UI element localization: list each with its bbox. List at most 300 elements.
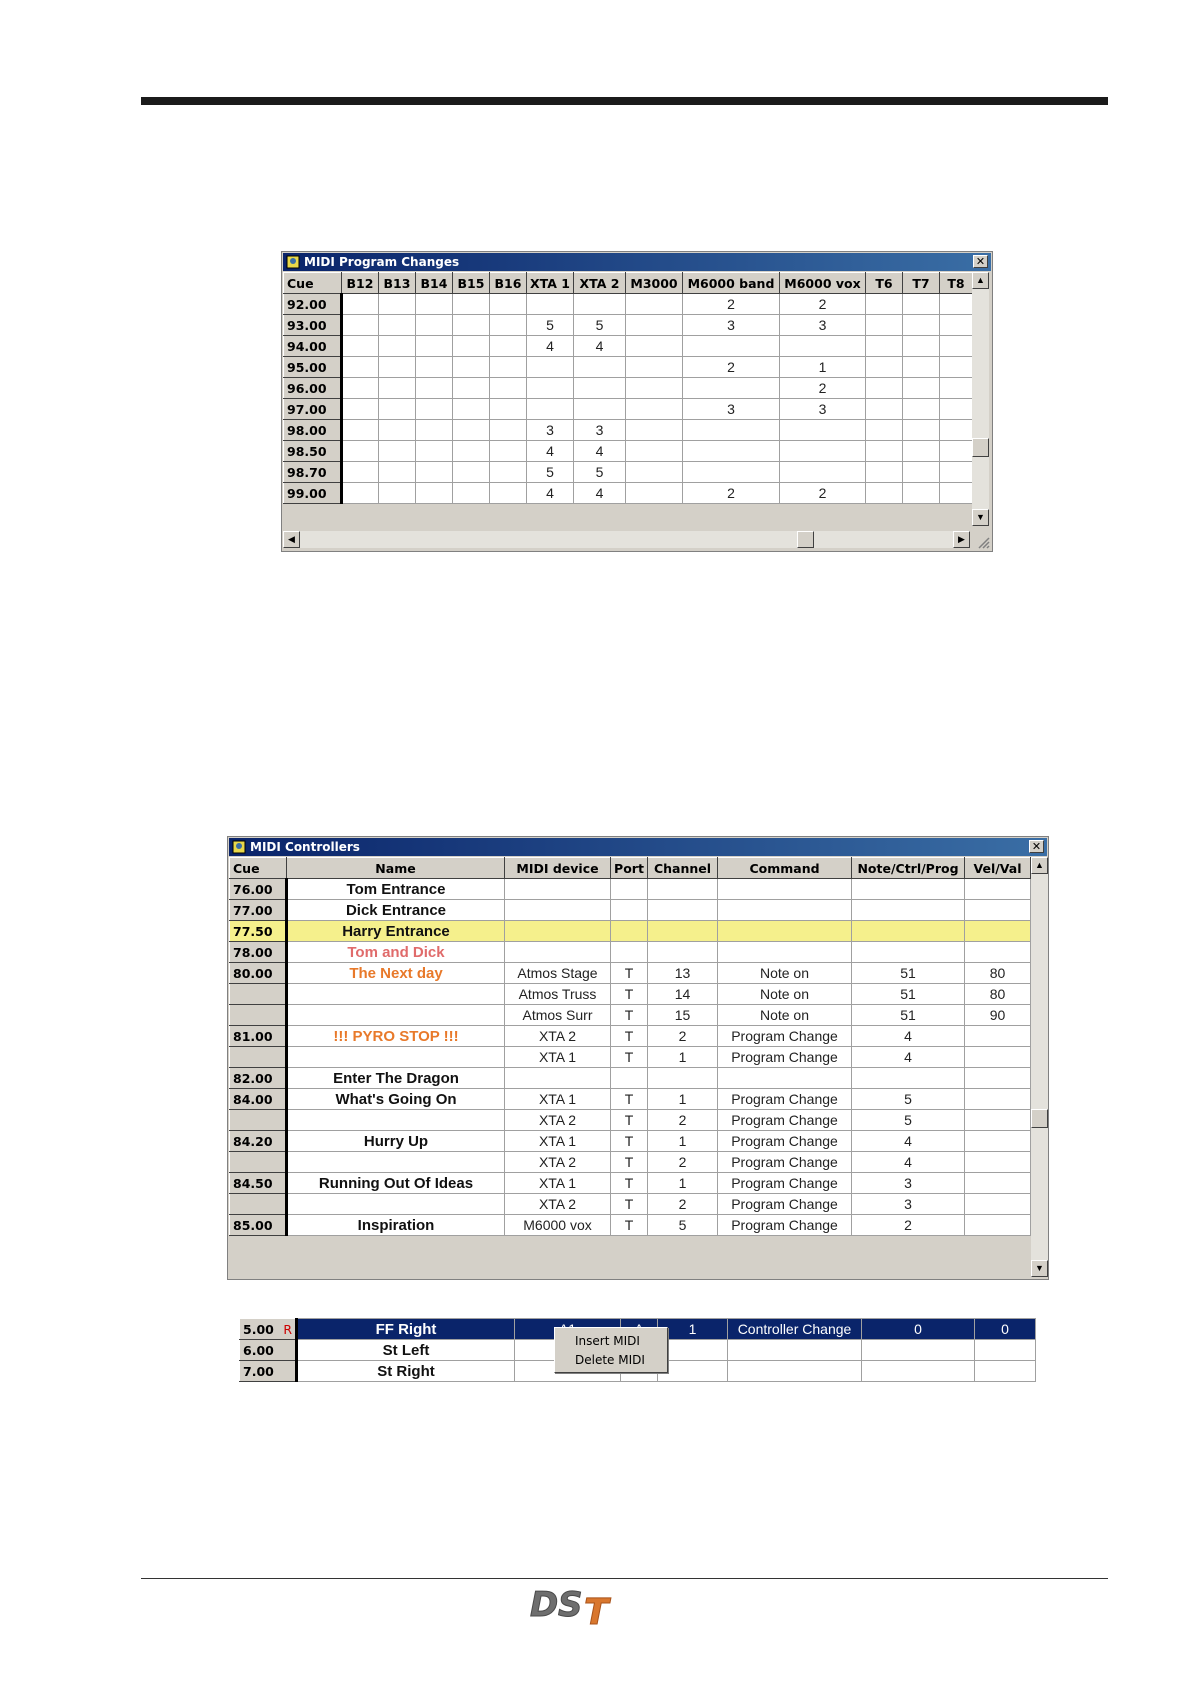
- channel-cell[interactable]: 2: [648, 1194, 718, 1215]
- value-cell[interactable]: [626, 483, 683, 504]
- column-header-note-ctrl-prog[interactable]: Note/Ctrl/Prog: [852, 858, 965, 879]
- value-cell[interactable]: [490, 294, 527, 315]
- scroll-right-icon[interactable]: ▶: [953, 531, 970, 548]
- column-header-b15[interactable]: B15: [453, 273, 490, 294]
- value-cell[interactable]: 2: [780, 378, 866, 399]
- device-cell[interactable]: XTA 1: [505, 1047, 611, 1068]
- port-cell[interactable]: T: [611, 1152, 648, 1173]
- cue-cell[interactable]: [240, 1319, 297, 1340]
- port-cell[interactable]: [611, 921, 648, 942]
- column-header-m6000-band[interactable]: M6000 band: [683, 273, 780, 294]
- value-cell[interactable]: [342, 357, 379, 378]
- command-cell[interactable]: Program Change: [718, 1215, 852, 1236]
- value-cell[interactable]: [903, 441, 940, 462]
- cue-cell[interactable]: 85.00: [230, 1215, 287, 1236]
- name-cell[interactable]: [287, 1152, 505, 1173]
- command-cell[interactable]: Program Change: [718, 1089, 852, 1110]
- scroll-up-icon[interactable]: ▲: [972, 272, 989, 289]
- value-cell[interactable]: 4: [527, 336, 574, 357]
- device-cell[interactable]: [505, 1068, 611, 1089]
- value-cell[interactable]: [626, 294, 683, 315]
- cue-cell[interactable]: [230, 1005, 287, 1026]
- table-row[interactable]: [230, 1047, 1031, 1068]
- channel-cell[interactable]: 13: [648, 963, 718, 984]
- channel-cell[interactable]: [648, 942, 718, 963]
- cue-cell[interactable]: 97.00: [284, 399, 342, 420]
- device-cell[interactable]: M6000 vox: [505, 1215, 611, 1236]
- cue-cell[interactable]: 84.50: [230, 1173, 287, 1194]
- name-cell[interactable]: St Right: [297, 1361, 515, 1382]
- value-cell[interactable]: [866, 294, 903, 315]
- device-cell[interactable]: [505, 921, 611, 942]
- table-row[interactable]: [230, 1215, 1031, 1236]
- vel-cell[interactable]: [965, 1131, 1031, 1152]
- table-row[interactable]: [230, 900, 1031, 921]
- command-cell[interactable]: Note on: [718, 1005, 852, 1026]
- note-cell[interactable]: 0: [862, 1319, 975, 1340]
- value-cell[interactable]: [379, 420, 416, 441]
- cue-cell[interactable]: 98.70: [284, 462, 342, 483]
- value-cell[interactable]: [379, 294, 416, 315]
- table-row[interactable]: [284, 399, 973, 420]
- table-row[interactable]: [230, 1194, 1031, 1215]
- cue-cell[interactable]: [230, 1047, 287, 1068]
- value-cell[interactable]: [379, 441, 416, 462]
- scroll-left-icon[interactable]: ◀: [283, 531, 300, 548]
- value-cell[interactable]: [342, 315, 379, 336]
- cue-cell[interactable]: [230, 1110, 287, 1131]
- cue-cell[interactable]: 98.00: [284, 420, 342, 441]
- channel-cell[interactable]: 14: [648, 984, 718, 1005]
- vel-cell[interactable]: [965, 1089, 1031, 1110]
- channel-cell[interactable]: 1: [648, 1131, 718, 1152]
- port-cell[interactable]: T: [611, 1110, 648, 1131]
- value-cell[interactable]: [416, 378, 453, 399]
- value-cell[interactable]: 3: [574, 420, 626, 441]
- name-cell[interactable]: [287, 984, 505, 1005]
- value-cell[interactable]: [626, 462, 683, 483]
- table-row[interactable]: [284, 315, 973, 336]
- note-cell[interactable]: [852, 1068, 965, 1089]
- value-cell[interactable]: 4: [574, 441, 626, 462]
- value-cell[interactable]: [342, 399, 379, 420]
- device-cell[interactable]: XTA 2: [505, 1152, 611, 1173]
- channel-cell[interactable]: 2: [648, 1026, 718, 1047]
- value-cell[interactable]: [342, 462, 379, 483]
- cue-cell[interactable]: 93.00: [284, 315, 342, 336]
- vel-cell[interactable]: [965, 921, 1031, 942]
- value-cell[interactable]: 3: [683, 399, 780, 420]
- column-header-b14[interactable]: B14: [416, 273, 453, 294]
- value-cell[interactable]: [903, 462, 940, 483]
- value-cell[interactable]: [342, 483, 379, 504]
- value-cell[interactable]: [780, 336, 866, 357]
- value-cell[interactable]: [379, 462, 416, 483]
- value-cell[interactable]: [379, 378, 416, 399]
- device-cell[interactable]: Atmos Surr: [505, 1005, 611, 1026]
- name-cell[interactable]: Harry Entrance: [287, 921, 505, 942]
- value-cell[interactable]: [342, 378, 379, 399]
- value-cell[interactable]: [416, 441, 453, 462]
- note-cell[interactable]: 51: [852, 963, 965, 984]
- name-cell[interactable]: Inspiration: [287, 1215, 505, 1236]
- column-header-name[interactable]: Name: [287, 858, 505, 879]
- value-cell[interactable]: 5: [527, 315, 574, 336]
- device-cell[interactable]: [505, 900, 611, 921]
- value-cell[interactable]: [342, 336, 379, 357]
- value-cell[interactable]: [866, 420, 903, 441]
- value-cell[interactable]: 4: [527, 483, 574, 504]
- command-cell[interactable]: [728, 1361, 862, 1382]
- cue-cell[interactable]: 76.00: [230, 879, 287, 900]
- value-cell[interactable]: [940, 483, 973, 504]
- value-cell[interactable]: [490, 483, 527, 504]
- command-cell[interactable]: Program Change: [718, 1026, 852, 1047]
- column-header-t6[interactable]: T6: [866, 273, 903, 294]
- vel-cell[interactable]: [965, 1152, 1031, 1173]
- device-cell[interactable]: XTA 2: [505, 1110, 611, 1131]
- value-cell[interactable]: [903, 483, 940, 504]
- value-cell[interactable]: 2: [780, 294, 866, 315]
- cue-cell[interactable]: 82.00: [230, 1068, 287, 1089]
- value-cell[interactable]: 3: [780, 315, 866, 336]
- column-header-xta-2[interactable]: XTA 2: [574, 273, 626, 294]
- table-row[interactable]: [284, 336, 973, 357]
- name-cell[interactable]: Running Out Of Ideas: [287, 1173, 505, 1194]
- value-cell[interactable]: [626, 357, 683, 378]
- table-row[interactable]: [284, 378, 973, 399]
- vertical-scrollbar[interactable]: [972, 272, 989, 526]
- value-cell[interactable]: [416, 399, 453, 420]
- port-cell[interactable]: T: [611, 1089, 648, 1110]
- vertical-scrollbar[interactable]: [1031, 857, 1048, 1277]
- value-cell[interactable]: [866, 483, 903, 504]
- table-row[interactable]: [230, 1068, 1031, 1089]
- scroll-down-icon[interactable]: ▼: [972, 509, 989, 526]
- note-cell[interactable]: [852, 879, 965, 900]
- value-cell[interactable]: [379, 483, 416, 504]
- note-cell[interactable]: 3: [852, 1173, 965, 1194]
- channel-cell[interactable]: 2: [648, 1152, 718, 1173]
- vel-cell[interactable]: 90: [965, 1005, 1031, 1026]
- vel-cell[interactable]: [965, 1194, 1031, 1215]
- channel-cell[interactable]: [648, 1068, 718, 1089]
- cue-cell[interactable]: 84.20: [230, 1131, 287, 1152]
- name-cell[interactable]: FF Right: [297, 1319, 515, 1340]
- note-cell[interactable]: [862, 1361, 975, 1382]
- name-cell[interactable]: The Next day: [287, 963, 505, 984]
- value-cell[interactable]: 3: [780, 399, 866, 420]
- value-cell[interactable]: [379, 357, 416, 378]
- value-cell[interactable]: [903, 294, 940, 315]
- name-cell[interactable]: !!! PYRO STOP !!!: [287, 1026, 505, 1047]
- value-cell[interactable]: [490, 441, 527, 462]
- name-cell[interactable]: St Left: [297, 1340, 515, 1361]
- command-cell[interactable]: Note on: [718, 984, 852, 1005]
- column-header-cue[interactable]: Cue: [230, 858, 287, 879]
- command-cell[interactable]: Controller Change: [728, 1319, 862, 1340]
- value-cell[interactable]: [780, 420, 866, 441]
- value-cell[interactable]: [379, 315, 416, 336]
- channel-cell[interactable]: [658, 1361, 728, 1382]
- value-cell[interactable]: [940, 294, 973, 315]
- value-cell[interactable]: 5: [527, 462, 574, 483]
- vel-cell[interactable]: [975, 1340, 1036, 1361]
- device-cell[interactable]: XTA 2: [505, 1194, 611, 1215]
- value-cell[interactable]: 3: [683, 315, 780, 336]
- value-cell[interactable]: [683, 441, 780, 462]
- cue-cell[interactable]: 77.00: [230, 900, 287, 921]
- cue-cell[interactable]: [230, 1152, 287, 1173]
- command-cell[interactable]: [718, 879, 852, 900]
- value-cell[interactable]: 5: [574, 462, 626, 483]
- resize-grip-icon[interactable]: [976, 535, 990, 549]
- value-cell[interactable]: [903, 336, 940, 357]
- value-cell[interactable]: [626, 399, 683, 420]
- channel-cell[interactable]: 1: [648, 1047, 718, 1068]
- value-cell[interactable]: [342, 294, 379, 315]
- value-cell[interactable]: [379, 399, 416, 420]
- cue-cell[interactable]: [230, 984, 287, 1005]
- scroll-thumb[interactable]: [972, 438, 989, 457]
- name-cell[interactable]: Tom and Dick: [287, 942, 505, 963]
- value-cell[interactable]: [940, 315, 973, 336]
- vel-cell[interactable]: [975, 1361, 1036, 1382]
- table-row[interactable]: [230, 1110, 1031, 1131]
- value-cell[interactable]: [626, 441, 683, 462]
- value-cell[interactable]: [490, 315, 527, 336]
- port-cell[interactable]: [611, 879, 648, 900]
- cue-cell[interactable]: 81.00: [230, 1026, 287, 1047]
- table-row[interactable]: [230, 1152, 1031, 1173]
- cue-cell[interactable]: [240, 1361, 297, 1382]
- note-cell[interactable]: 4: [852, 1047, 965, 1068]
- value-cell[interactable]: [527, 357, 574, 378]
- column-header-cue[interactable]: Cue: [284, 273, 342, 294]
- vel-cell[interactable]: [965, 879, 1031, 900]
- insert-midi-menu-item[interactable]: Insert MIDI: [575, 1334, 640, 1348]
- value-cell[interactable]: [453, 315, 490, 336]
- value-cell[interactable]: [527, 399, 574, 420]
- name-cell[interactable]: [287, 1194, 505, 1215]
- value-cell[interactable]: [940, 357, 973, 378]
- device-cell[interactable]: [505, 942, 611, 963]
- note-cell[interactable]: 5: [852, 1089, 965, 1110]
- cue-cell[interactable]: 92.00: [284, 294, 342, 315]
- value-cell[interactable]: [342, 420, 379, 441]
- value-cell[interactable]: [683, 378, 780, 399]
- value-cell[interactable]: 1: [780, 357, 866, 378]
- close-icon[interactable]: ✕: [1029, 840, 1044, 853]
- note-cell[interactable]: 4: [852, 1152, 965, 1173]
- value-cell[interactable]: [866, 336, 903, 357]
- value-cell[interactable]: 2: [683, 294, 780, 315]
- value-cell[interactable]: [574, 294, 626, 315]
- scroll-down-icon[interactable]: ▼: [1031, 1260, 1048, 1277]
- value-cell[interactable]: [683, 336, 780, 357]
- note-cell[interactable]: [862, 1340, 975, 1361]
- vel-cell[interactable]: [965, 1173, 1031, 1194]
- delete-midi-menu-item[interactable]: Delete MIDI: [575, 1353, 645, 1367]
- horizontal-scrollbar[interactable]: [283, 531, 970, 548]
- value-cell[interactable]: [866, 315, 903, 336]
- vel-cell[interactable]: [965, 1047, 1031, 1068]
- value-cell[interactable]: [490, 336, 527, 357]
- value-cell[interactable]: [453, 294, 490, 315]
- cue-cell[interactable]: 94.00: [284, 336, 342, 357]
- cue-cell[interactable]: 96.00: [284, 378, 342, 399]
- vel-cell[interactable]: [965, 900, 1031, 921]
- value-cell[interactable]: [453, 336, 490, 357]
- value-cell[interactable]: 3: [527, 420, 574, 441]
- command-cell[interactable]: [728, 1340, 862, 1361]
- device-cell[interactable]: Atmos Truss: [505, 984, 611, 1005]
- scroll-thumb[interactable]: [1031, 1109, 1048, 1128]
- cue-cell[interactable]: 77.50: [230, 921, 287, 942]
- value-cell[interactable]: [453, 399, 490, 420]
- value-cell[interactable]: [866, 441, 903, 462]
- port-cell[interactable]: T: [611, 1005, 648, 1026]
- column-header-m6000-vox[interactable]: M6000 vox: [780, 273, 866, 294]
- value-cell[interactable]: [626, 378, 683, 399]
- value-cell[interactable]: 2: [683, 357, 780, 378]
- column-header-xta-1[interactable]: XTA 1: [527, 273, 574, 294]
- value-cell[interactable]: [626, 420, 683, 441]
- device-cell[interactable]: XTA 1: [505, 1089, 611, 1110]
- value-cell[interactable]: [453, 441, 490, 462]
- table-row[interactable]: [284, 420, 973, 441]
- value-cell[interactable]: 5: [574, 315, 626, 336]
- value-cell[interactable]: [453, 357, 490, 378]
- value-cell[interactable]: [490, 420, 527, 441]
- table-row[interactable]: [230, 1173, 1031, 1194]
- value-cell[interactable]: [940, 399, 973, 420]
- note-cell[interactable]: 51: [852, 1005, 965, 1026]
- name-cell[interactable]: What's Going On: [287, 1089, 505, 1110]
- value-cell[interactable]: [683, 420, 780, 441]
- table-row[interactable]: [230, 879, 1031, 900]
- value-cell[interactable]: [866, 378, 903, 399]
- vel-cell[interactable]: [965, 942, 1031, 963]
- value-cell[interactable]: 4: [527, 441, 574, 462]
- name-cell[interactable]: Dick Entrance: [287, 900, 505, 921]
- hscroll-thumb[interactable]: [797, 531, 814, 548]
- value-cell[interactable]: [903, 399, 940, 420]
- value-cell[interactable]: [780, 462, 866, 483]
- value-cell[interactable]: [903, 378, 940, 399]
- value-cell[interactable]: [626, 315, 683, 336]
- table-row[interactable]: [230, 1089, 1031, 1110]
- value-cell[interactable]: [490, 399, 527, 420]
- cue-cell[interactable]: 99.00: [284, 483, 342, 504]
- name-cell[interactable]: [287, 1005, 505, 1026]
- command-cell[interactable]: [718, 1068, 852, 1089]
- table-row[interactable]: [284, 483, 973, 504]
- value-cell[interactable]: [626, 336, 683, 357]
- column-header-b13[interactable]: B13: [379, 273, 416, 294]
- table-row[interactable]: [230, 963, 1031, 984]
- close-icon[interactable]: ✕: [973, 255, 988, 268]
- vel-cell[interactable]: 80: [965, 963, 1031, 984]
- port-cell[interactable]: [611, 1068, 648, 1089]
- channel-cell[interactable]: [658, 1340, 728, 1361]
- note-cell[interactable]: [852, 900, 965, 921]
- value-cell[interactable]: [490, 462, 527, 483]
- cue-cell[interactable]: 95.00: [284, 357, 342, 378]
- value-cell[interactable]: [490, 378, 527, 399]
- table-row[interactable]: [230, 984, 1031, 1005]
- value-cell[interactable]: [574, 378, 626, 399]
- value-cell[interactable]: [416, 420, 453, 441]
- port-cell[interactable]: [611, 942, 648, 963]
- column-header-m3000[interactable]: M3000: [626, 273, 683, 294]
- channel-cell[interactable]: 15: [648, 1005, 718, 1026]
- note-cell[interactable]: [852, 942, 965, 963]
- column-header-b16[interactable]: B16: [490, 273, 527, 294]
- table-row[interactable]: [284, 441, 973, 462]
- value-cell[interactable]: [416, 315, 453, 336]
- port-cell[interactable]: T: [611, 1173, 648, 1194]
- command-cell[interactable]: Program Change: [718, 1131, 852, 1152]
- value-cell[interactable]: [940, 336, 973, 357]
- value-cell[interactable]: [903, 420, 940, 441]
- value-cell[interactable]: [379, 336, 416, 357]
- command-cell[interactable]: Program Change: [718, 1110, 852, 1131]
- name-cell[interactable]: [287, 1110, 505, 1131]
- table-row[interactable]: [230, 1131, 1031, 1152]
- value-cell[interactable]: [453, 420, 490, 441]
- column-header-t7[interactable]: T7: [903, 273, 940, 294]
- value-cell[interactable]: [342, 441, 379, 462]
- note-cell[interactable]: 5: [852, 1110, 965, 1131]
- table-row[interactable]: [230, 921, 1031, 942]
- column-header-port[interactable]: Port: [611, 858, 648, 879]
- command-cell[interactable]: Program Change: [718, 1173, 852, 1194]
- value-cell[interactable]: [940, 441, 973, 462]
- port-cell[interactable]: T: [611, 1047, 648, 1068]
- value-cell[interactable]: [416, 483, 453, 504]
- name-cell[interactable]: [287, 1047, 505, 1068]
- value-cell[interactable]: 2: [780, 483, 866, 504]
- cue-cell[interactable]: 78.00: [230, 942, 287, 963]
- command-cell[interactable]: [718, 900, 852, 921]
- value-cell[interactable]: [416, 462, 453, 483]
- device-cell[interactable]: XTA 1: [505, 1131, 611, 1152]
- vel-cell[interactable]: 80: [965, 984, 1031, 1005]
- channel-cell[interactable]: 2: [648, 1110, 718, 1131]
- value-cell[interactable]: [780, 441, 866, 462]
- scroll-up-icon[interactable]: ▲: [1031, 857, 1048, 874]
- name-cell[interactable]: Tom Entrance: [287, 879, 505, 900]
- vel-cell[interactable]: [965, 1215, 1031, 1236]
- table-row[interactable]: [284, 294, 973, 315]
- channel-cell[interactable]: 1: [648, 1173, 718, 1194]
- device-cell[interactable]: Atmos Stage: [505, 963, 611, 984]
- channel-cell[interactable]: [648, 900, 718, 921]
- name-cell[interactable]: Enter The Dragon: [287, 1068, 505, 1089]
- column-header-channel[interactable]: Channel: [648, 858, 718, 879]
- value-cell[interactable]: [574, 399, 626, 420]
- note-cell[interactable]: [852, 921, 965, 942]
- command-cell[interactable]: Program Change: [718, 1152, 852, 1173]
- value-cell[interactable]: [574, 357, 626, 378]
- table-row[interactable]: [284, 462, 973, 483]
- cue-cell[interactable]: [240, 1340, 297, 1361]
- command-cell[interactable]: Program Change: [718, 1047, 852, 1068]
- table-row[interactable]: [230, 1026, 1031, 1047]
- value-cell[interactable]: [527, 378, 574, 399]
- cue-cell[interactable]: 98.50: [284, 441, 342, 462]
